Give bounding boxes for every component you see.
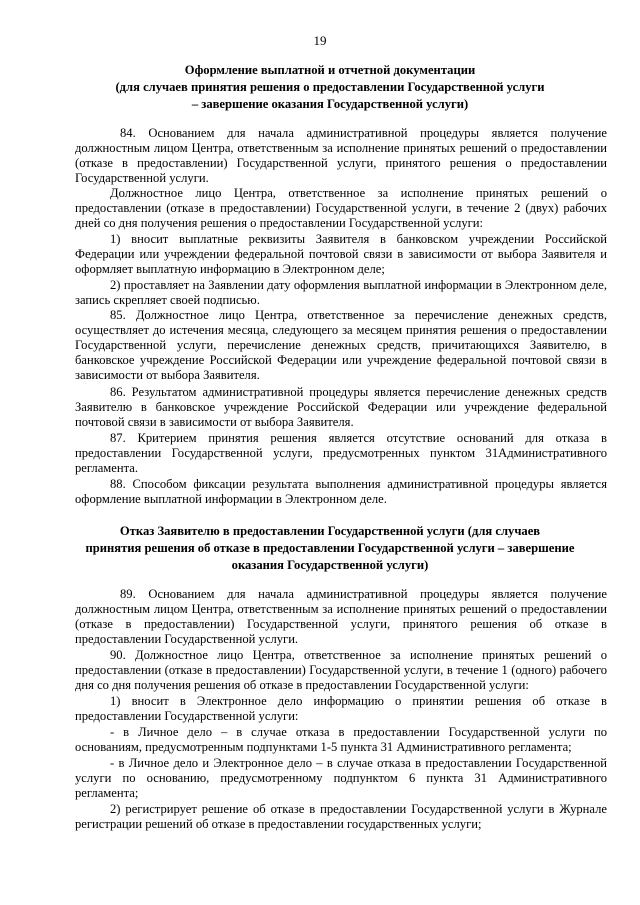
paragraph-85: 85. Должностное лицо Центра, ответственное за перечисление денежных средств, осуществляет до истечения месяца, следующего за месяцем принятия решения о предоставлении Государственной услуги, перечисление денежных средств, причитающихся Заявителю, в банковское учреждение Российской Федерации или учреждение федеральной почтовой связи в зависимости от выбора Заявителя. <box>75 308 607 383</box>
heading-line: (для случаев принятия решения о предоставлении Государственной услуги <box>115 80 545 94</box>
paragraph: 1) вносит в Электронное дело информацию о принятии решения об отказе в предоставлении Государственной услуги: <box>75 694 607 724</box>
paragraph-87: 87. Критерием принятия решения является отсутствие оснований для отказа в предоставлении Государственной услуги, предусмотренных пунктом 31Административного регламента. <box>75 431 607 476</box>
heading-line: оказания Государственной услуги) <box>231 558 429 572</box>
section-heading-refusal <box>60 523 600 574</box>
paragraph-86: 86. Результатом административной процедуры является перечисление денежных средств Заявителю в банковское учреждение Российской Федерации или учреждение федеральной почтовой связи в зависимости от выбора Заявителя. <box>75 385 607 430</box>
page-number: 19 <box>313 33 327 48</box>
paragraph: 2) проставляет на Заявлении дату оформления выплатной информации в Электронном деле, запись скрепляет своей подписью. <box>75 278 607 308</box>
heading-line: – завершение оказания Государственной услуги) <box>191 97 469 111</box>
paragraph: 2) регистрирует решение об отказе в предоставлении Государственной услуги в Журнале регистрации решений об отказе в предоставлении государственных услуги; <box>75 802 607 832</box>
paragraph-89: 89. Основанием для начала административной процедуры является получение должностным лицом Центра, ответственным за исполнение принятых решений о предоставлении (отказе в предоставлении) Государственной услуги, принятого решения об отказе в предоставлении Государственной услуги. <box>75 587 607 647</box>
heading-line: принятия решения об отказе в предоставлении Государственной услуги – завершение <box>85 541 575 555</box>
paragraph: - в Личное дело и Электронное дело – в случае отказа в предоставлении Государственной услуги по основанию, предусмотренному подпунктом 6 пункта 31 Административного регламента; <box>75 756 607 801</box>
paragraph-88: 88. Способом фиксации результата выполнения административной процедуры является оформление выплатной информации в Электронном деле. <box>75 477 607 507</box>
heading-line: Отказ Заявителю в предоставлении Государственной услуги (для случаев <box>119 524 541 538</box>
heading-line: Оформление выплатной и отчетной документации <box>184 63 476 77</box>
section-heading-payout <box>60 62 600 113</box>
paragraph: 1) вносит выплатные реквизиты Заявителя в банковском учреждении Российской Федерации или учреждении федеральной почтовой связи в зависимости от выбора Заявителя и оформляет выплатную информацию в Электронном деле; <box>75 232 607 277</box>
paragraph-84: 84. Основанием для начала административной процедуры является получение должностным лицом Центра, ответственным за исполнение принятых решений о предоставлении (отказе в предоставлении) Государственной услуги, принятого решения о предоставлении Государственной услуги. <box>75 126 607 186</box>
paragraph: - в Личное дело – в случае отказа в предоставлении Государственной услуги по основаниям, предусмотренным подпунктами 1-5 пункта 31 Административного регламента; <box>75 725 607 755</box>
paragraph-90: 90. Должностное лицо Центра, ответственное за исполнение принятых решений о предоставлении (отказе в предоставлении) Государственной услуги, в течение 1 (одного) рабочего дня со дня получения решения об отказе в предоставлении Государственной услуги: <box>75 648 607 693</box>
paragraph: Должностное лицо Центра, ответственное за исполнение принятых решений о предоставлении (отказе в предоставлении) Государственной услуги, в течение 2 (двух) рабочих дней со дня получения решения о предоставлении Государственной услуги: <box>75 186 607 231</box>
